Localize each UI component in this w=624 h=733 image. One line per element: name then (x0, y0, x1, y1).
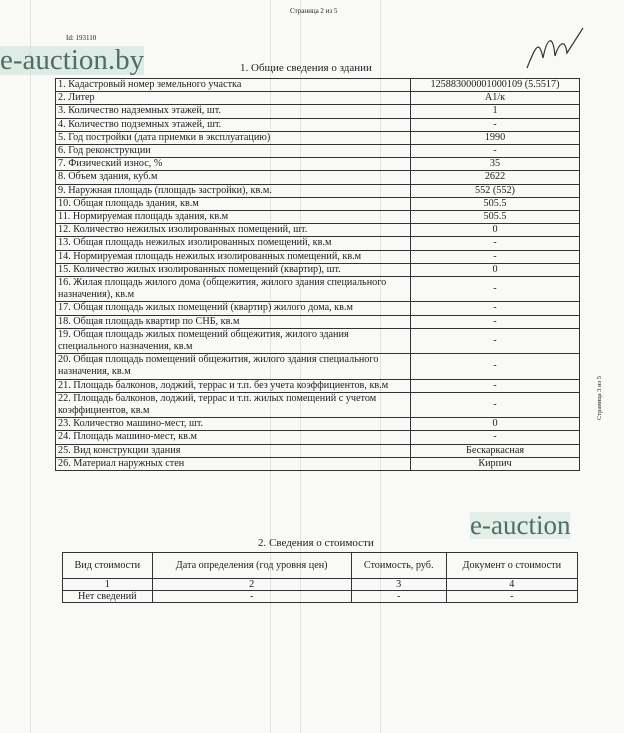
row-label: 9. Наружная площадь (площадь застройки), кв.м. (56, 184, 411, 197)
row-label: 16. Жилая площадь жилого дома (общежития, жилого здания специального назначения), кв.м (56, 277, 411, 302)
row-label: 8. Объем здания, куб.м (56, 171, 411, 184)
table-row (56, 105, 580, 118)
row-value: - (411, 354, 580, 379)
row-value: 35 (411, 158, 580, 171)
row-value: 0 (411, 224, 580, 237)
table-row (56, 184, 580, 197)
section1-title: 1. Общие сведения о здании (240, 62, 372, 74)
document-id: Id: 193110 (66, 34, 97, 42)
row-label: 2. Литер (56, 92, 411, 105)
row-value: - (411, 431, 580, 444)
row-label: 1. Кадастровый номер земельного участка (56, 79, 411, 92)
row-label: 17. Общая площадь жилых помещений (квартир) жилого дома, кв.м (56, 302, 411, 315)
table-row (56, 263, 580, 276)
header-cell: Документ о стоимости (446, 553, 577, 579)
table-row (56, 211, 580, 224)
cell: - (446, 591, 577, 603)
table-row (56, 418, 580, 431)
column-number: 1 (63, 579, 153, 591)
table-row (56, 145, 580, 158)
table-row (63, 591, 578, 603)
row-value: 2622 (411, 171, 580, 184)
row-label: 25. Вид конструкции здания (56, 444, 411, 457)
row-value: - (411, 328, 580, 353)
row-label: 5. Год постройки (дата приемки в эксплуатацию) (56, 131, 411, 144)
row-value: - (411, 315, 580, 328)
page-number: Страница 2 из 5 (290, 7, 338, 15)
table-row (56, 354, 580, 379)
row-label: 12. Количество нежилых изолированных помещений, шт. (56, 224, 411, 237)
table-row (56, 118, 580, 131)
row-label: 15. Количество жилых изолированных помещений (квартир), шт. (56, 263, 411, 276)
section2-title: 2. Сведения о стоимости (258, 537, 374, 549)
building-info-table (55, 78, 580, 471)
row-label: 19. Общая площадь жилых помещений общежития, жилого здания специального назначения, кв.м (56, 328, 411, 353)
table-row (56, 158, 580, 171)
table-row (56, 431, 580, 444)
table-row (56, 250, 580, 263)
row-value: - (411, 392, 580, 417)
table-row (56, 328, 580, 353)
row-label: 23. Количество машино-мест, шт. (56, 418, 411, 431)
row-label: 24. Площадь машино-мест, кв.м (56, 431, 411, 444)
cell: - (351, 591, 446, 603)
row-label: 3. Количество надземных этажей, шт. (56, 105, 411, 118)
table-row (56, 277, 580, 302)
table-row (56, 392, 580, 417)
row-value: 1 (411, 105, 580, 118)
row-label: 14. Нормируемая площадь нежилых изолированных помещений, кв.м (56, 250, 411, 263)
cell: - (152, 591, 351, 603)
row-label: 6. Год реконструкции (56, 145, 411, 158)
column-number: 4 (446, 579, 577, 591)
table-row (56, 237, 580, 250)
table-row (56, 315, 580, 328)
row-label: 10. Общая площадь здания, кв.м (56, 197, 411, 210)
row-label: 7. Физический износ, % (56, 158, 411, 171)
table-row (56, 197, 580, 210)
row-value: - (411, 277, 580, 302)
row-value: - (411, 237, 580, 250)
row-value: - (411, 250, 580, 263)
row-value: - (411, 379, 580, 392)
row-label: 18. Общая площадь квартир по СНБ, кв.м (56, 315, 411, 328)
column-number: 3 (351, 579, 446, 591)
row-value: 552 (552) (411, 184, 580, 197)
cell: Нет сведений (63, 591, 153, 603)
watermark: e-auction (470, 510, 571, 540)
row-value: - (411, 118, 580, 131)
row-value: 0 (411, 418, 580, 431)
row-label: 4. Количество подземных этажей, шт. (56, 118, 411, 131)
table-row (56, 79, 580, 92)
cost-table (62, 552, 578, 603)
column-number: 2 (152, 579, 351, 591)
signature-icon (525, 28, 585, 73)
row-value: 1990 (411, 131, 580, 144)
row-label: 26. Материал наружных стен (56, 457, 411, 470)
row-value: 505.5 (411, 197, 580, 210)
table-row (56, 457, 580, 470)
table-row (56, 379, 580, 392)
table-row (56, 92, 580, 105)
header-cell: Стоимость, руб. (351, 553, 446, 579)
row-label: 13. Общая площадь нежилых изолированных помещений, кв.м (56, 237, 411, 250)
row-value: 125883000001000109 (5.5517) (411, 79, 580, 92)
row-label: 11. Нормируемая площадь здания, кв.м (56, 211, 411, 224)
row-value: - (411, 145, 580, 158)
header-cell: Вид стоимости (63, 553, 153, 579)
row-value: - (411, 302, 580, 315)
table-row (56, 131, 580, 144)
row-label: 22. Площадь балконов, лоджий, террас и т.п. жилых помещений с учетом коэффициентов, кв.м (56, 392, 411, 417)
row-value: A1/к (411, 92, 580, 105)
table-row (56, 302, 580, 315)
table-row (56, 224, 580, 237)
row-label: 20. Общая площадь помещений общежития, жилого здания специального назначения, кв.м (56, 354, 411, 379)
side-page-number: Страница 3 из 5 (596, 375, 603, 420)
watermark: e-auction.by (0, 44, 145, 76)
row-value: 505.5 (411, 211, 580, 224)
row-value: Кирпич (411, 457, 580, 470)
row-label: 21. Площадь балконов, лоджий, террас и т.п. без учета коэффициентов, кв.м (56, 379, 411, 392)
row-value: Бескаркасная (411, 444, 580, 457)
table-row (56, 171, 580, 184)
header-cell: Дата определения (год уровня цен) (152, 553, 351, 579)
row-value: 0 (411, 263, 580, 276)
table-row (56, 444, 580, 457)
